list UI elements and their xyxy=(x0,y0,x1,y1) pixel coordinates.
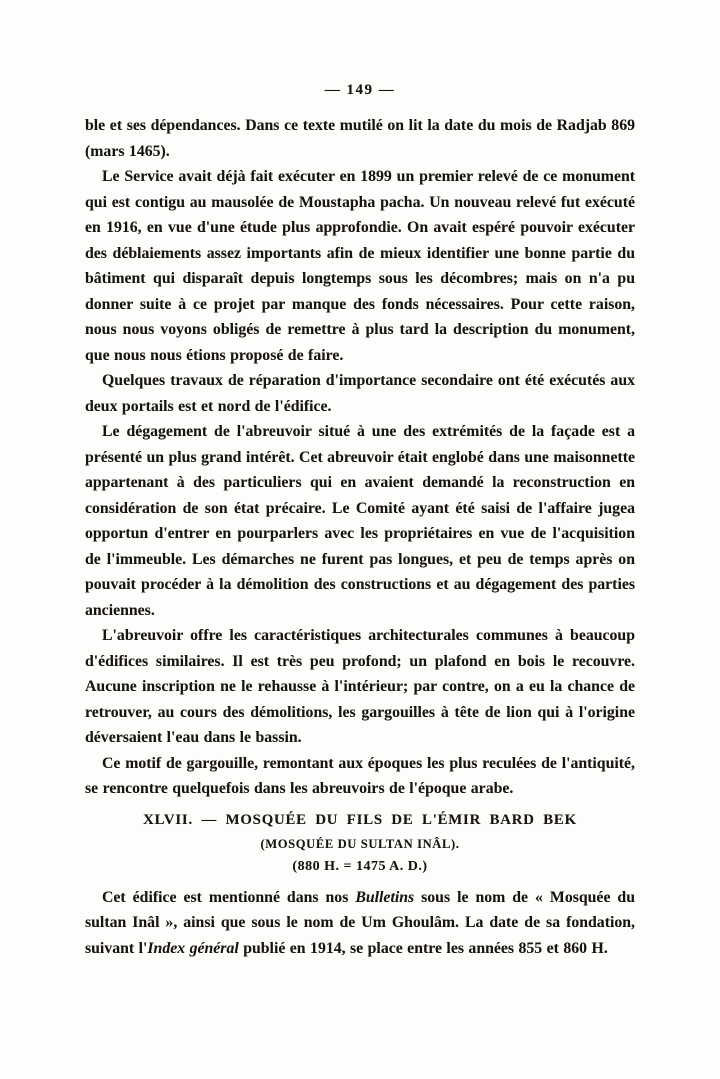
paragraph-caracteristiques: L'abreuvoir offre les caractéristiques architecturales communes à beaucoup d'édifices similaires. Il est très peu profond; un plafond en bois le recouvre. Aucune inscription ne le rehausse à l'intérieur; par contre, on a eu la chance de retrouver, au cours des démolitions, les gargouilles à tête de lion qui à l'origine déversaient l'eau dans le bassin. xyxy=(85,627,635,746)
final-paragraph-text-1: Cet édifice est mentionné dans nos xyxy=(102,888,356,906)
paragraph-travaux-reparation: Quelques travaux de réparation d'importance secondaire ont été exécutés aux deux portails est et nord de l'édifice. xyxy=(85,372,635,415)
section-heading: XLVII. — MOSQUÉE DU FILS DE L'ÉMIR BARD BEK xyxy=(143,811,577,828)
paragraph-final xyxy=(85,885,635,962)
section-header-block xyxy=(85,812,635,875)
section-dateline: (880 H. = 1475 A. D.) xyxy=(292,858,428,874)
section-subtitle: (MOSQUÉE DU SULTAN INÂL). xyxy=(260,836,460,851)
paragraph-service-releve: Le Service avait déjà fait exécuter en 1899 un premier relevé de ce monument qui est contigu au mausolée de Moustapha pacha. Un nouveau relevé fut exécuté en 1916, en vue d'une étude plus approfondie. On avait espéré pouvoir exécuter des déblaiements assez importants afin de mieux identifier une bonne partie du bâtiment qui disparaît depuis longtemps sous les décombres; mais on n'a pu donner suite à ce projet par manque des fonds nécessaires. Pour cette raison, nous nous voyons obligés de remettre à plus tard la description du monument, que nous nous étions proposé de faire. xyxy=(85,168,635,364)
page-number: — 149 — xyxy=(324,82,396,98)
final-paragraph-text-2: sous le nom de « Mosquée du sultan Inâl », ainsi que sous le nom de Um Ghoulâm. La date de sa fondation, suivant l' xyxy=(85,888,635,957)
final-paragraph-italic-bulletins: Bulletins xyxy=(355,888,415,906)
final-paragraph-text-3: publié en 1914, se place entre les années 855 et 860 H. xyxy=(238,939,608,957)
paragraph-continuation: ble et ses dépendances. Dans ce texte mutilé on lit la date du mois de Radjab 869 (mars 1465). xyxy=(85,117,635,160)
paragraph-degagement-abreuvoir: Le dégagement de l'abreuvoir situé à une des extrémités de la façade est a présenté un plus grand intérêt. Cet abreuvoir était englobé dans une maisonnette appartenant à des particuliers qui en avaient demandé la reconstruction en considération de son état précaire. Le Comité ayant été saisi de l'affaire jugea opportun d'entrer en pourparlers avec les propriétaires en vue de l'acquisition de l'immeuble. Les démarches ne furent pas longues, et peu de temps après on pouvait procéder à la démolition des constructions et au dégagement des parties anciennes. xyxy=(85,423,635,619)
final-paragraph-italic-index-general: Index général xyxy=(147,939,239,957)
paragraph-motif-gargouille: Ce motif de gargouille, remontant aux époques les plus reculées de l'antiquité, se rencontre quelquefois dans les abreuvoirs de l'époque arabe. xyxy=(85,754,635,797)
